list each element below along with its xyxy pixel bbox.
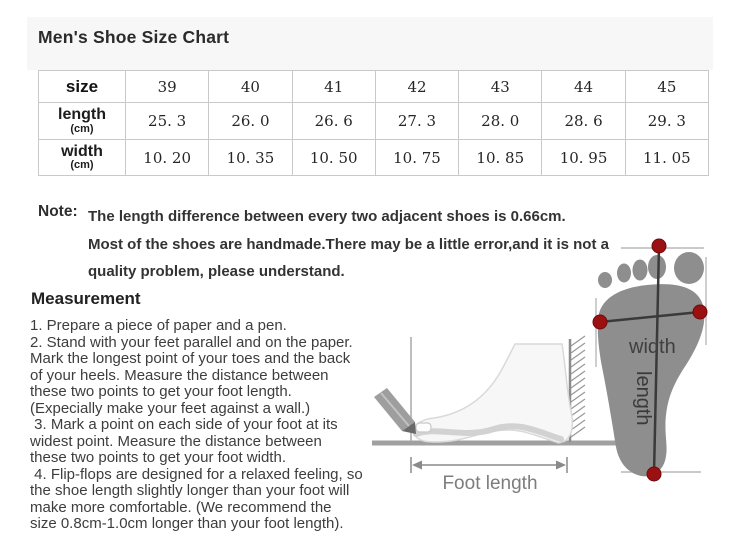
pencil-icon	[374, 388, 416, 434]
footprint-diagram	[585, 225, 750, 490]
length-row-label: length	[58, 106, 106, 124]
instruction-line: 2. Stand with your feet parallel and on the paper.	[30, 333, 353, 351]
note-line: The length difference between every two adjacent shoes is 0.66cm.	[88, 208, 566, 225]
toe	[617, 264, 631, 283]
toe	[598, 272, 612, 288]
width-value: 11. 05	[625, 140, 708, 176]
table-row-length	[39, 103, 709, 140]
instruction-line: make more comfortable. (We recommend the	[30, 498, 332, 516]
foot-length-arrow	[411, 457, 567, 473]
size-value: 42	[375, 71, 458, 103]
instruction-line: 1. Prepare a piece of paper and a pen.	[30, 317, 287, 334]
length-value: 26. 6	[292, 103, 375, 140]
width-value: 10. 75	[375, 140, 458, 176]
width-row-unit: (cm)	[70, 159, 94, 172]
size-value: 44	[542, 71, 625, 103]
note-label: Note:	[38, 203, 78, 220]
table-row-size	[39, 71, 709, 103]
width-value: 10. 35	[209, 140, 292, 176]
length-value: 25. 3	[126, 103, 209, 140]
measure-dot-left	[593, 315, 607, 329]
measurement-heading: Measurement	[31, 289, 141, 308]
length-label: length	[632, 371, 654, 426]
instruction-line: (Expecially make your feet against a wall.)	[30, 399, 311, 417]
arrowhead-left	[412, 461, 422, 470]
measure-dot-right	[693, 305, 707, 319]
foot-length-label: Foot length	[442, 473, 538, 494]
instruction-line: the shoe length slightly longer than your foot will	[30, 482, 350, 499]
length-value: 26. 0	[209, 103, 292, 140]
size-value: 39	[126, 71, 209, 103]
length-value: 28. 0	[459, 103, 542, 140]
size-value: 45	[625, 71, 708, 103]
size-header-label: size	[65, 76, 99, 96]
toe	[633, 260, 648, 281]
width-label: width	[629, 336, 676, 358]
length-value: 27. 3	[375, 103, 458, 140]
length-value: 28. 6	[542, 103, 625, 140]
wall-hatch-icon	[571, 336, 585, 437]
toe	[648, 255, 666, 279]
note-line: Most of the shoes are handmade.There may be a little error,and it is not a	[88, 235, 609, 253]
big-toe	[674, 252, 704, 284]
width-value: 10. 20	[126, 140, 209, 176]
note-text	[88, 203, 668, 286]
measure-dot-top	[652, 239, 666, 253]
size-value: 43	[459, 71, 542, 103]
width-row-label: width	[61, 142, 103, 160]
width-value: 10. 50	[292, 140, 375, 176]
table-row-width	[39, 140, 709, 176]
page-title: Men's Shoe Size Chart	[38, 27, 230, 47]
arrowhead-right	[556, 461, 566, 470]
length-value: 29. 3	[625, 103, 708, 140]
instruction-line: widest point. Measure the distance between	[30, 432, 322, 450]
width-value: 10. 85	[459, 140, 542, 176]
toenail-detail	[416, 423, 431, 432]
measurement-instructions	[30, 318, 400, 533]
instruction-line: 3. Mark a point on each side of your foot at its	[30, 416, 338, 433]
size-chart-table	[38, 70, 709, 176]
instruction-line: these two points to get your foot length.	[30, 383, 292, 400]
size-value: 40	[209, 71, 292, 103]
width-value: 10. 95	[542, 140, 625, 176]
instruction-line: size 0.8cm-1.0cm longer than your foot length).	[30, 515, 344, 532]
note-line: quality problem, please understand.	[88, 263, 345, 280]
footprint-shape	[598, 252, 705, 476]
measure-dot-bottom	[647, 467, 661, 481]
instruction-line: of your heels. Measure the distance between	[30, 366, 329, 384]
instruction-line: Mark the longest point of your toes and the back	[30, 350, 351, 367]
length-row-unit: (cm)	[70, 122, 94, 135]
instruction-line: 4. Flip-flops are designed for a relaxed feeling, so	[30, 465, 363, 483]
instruction-line: these two points to get your foot width.	[30, 449, 286, 466]
size-value: 41	[292, 71, 375, 103]
